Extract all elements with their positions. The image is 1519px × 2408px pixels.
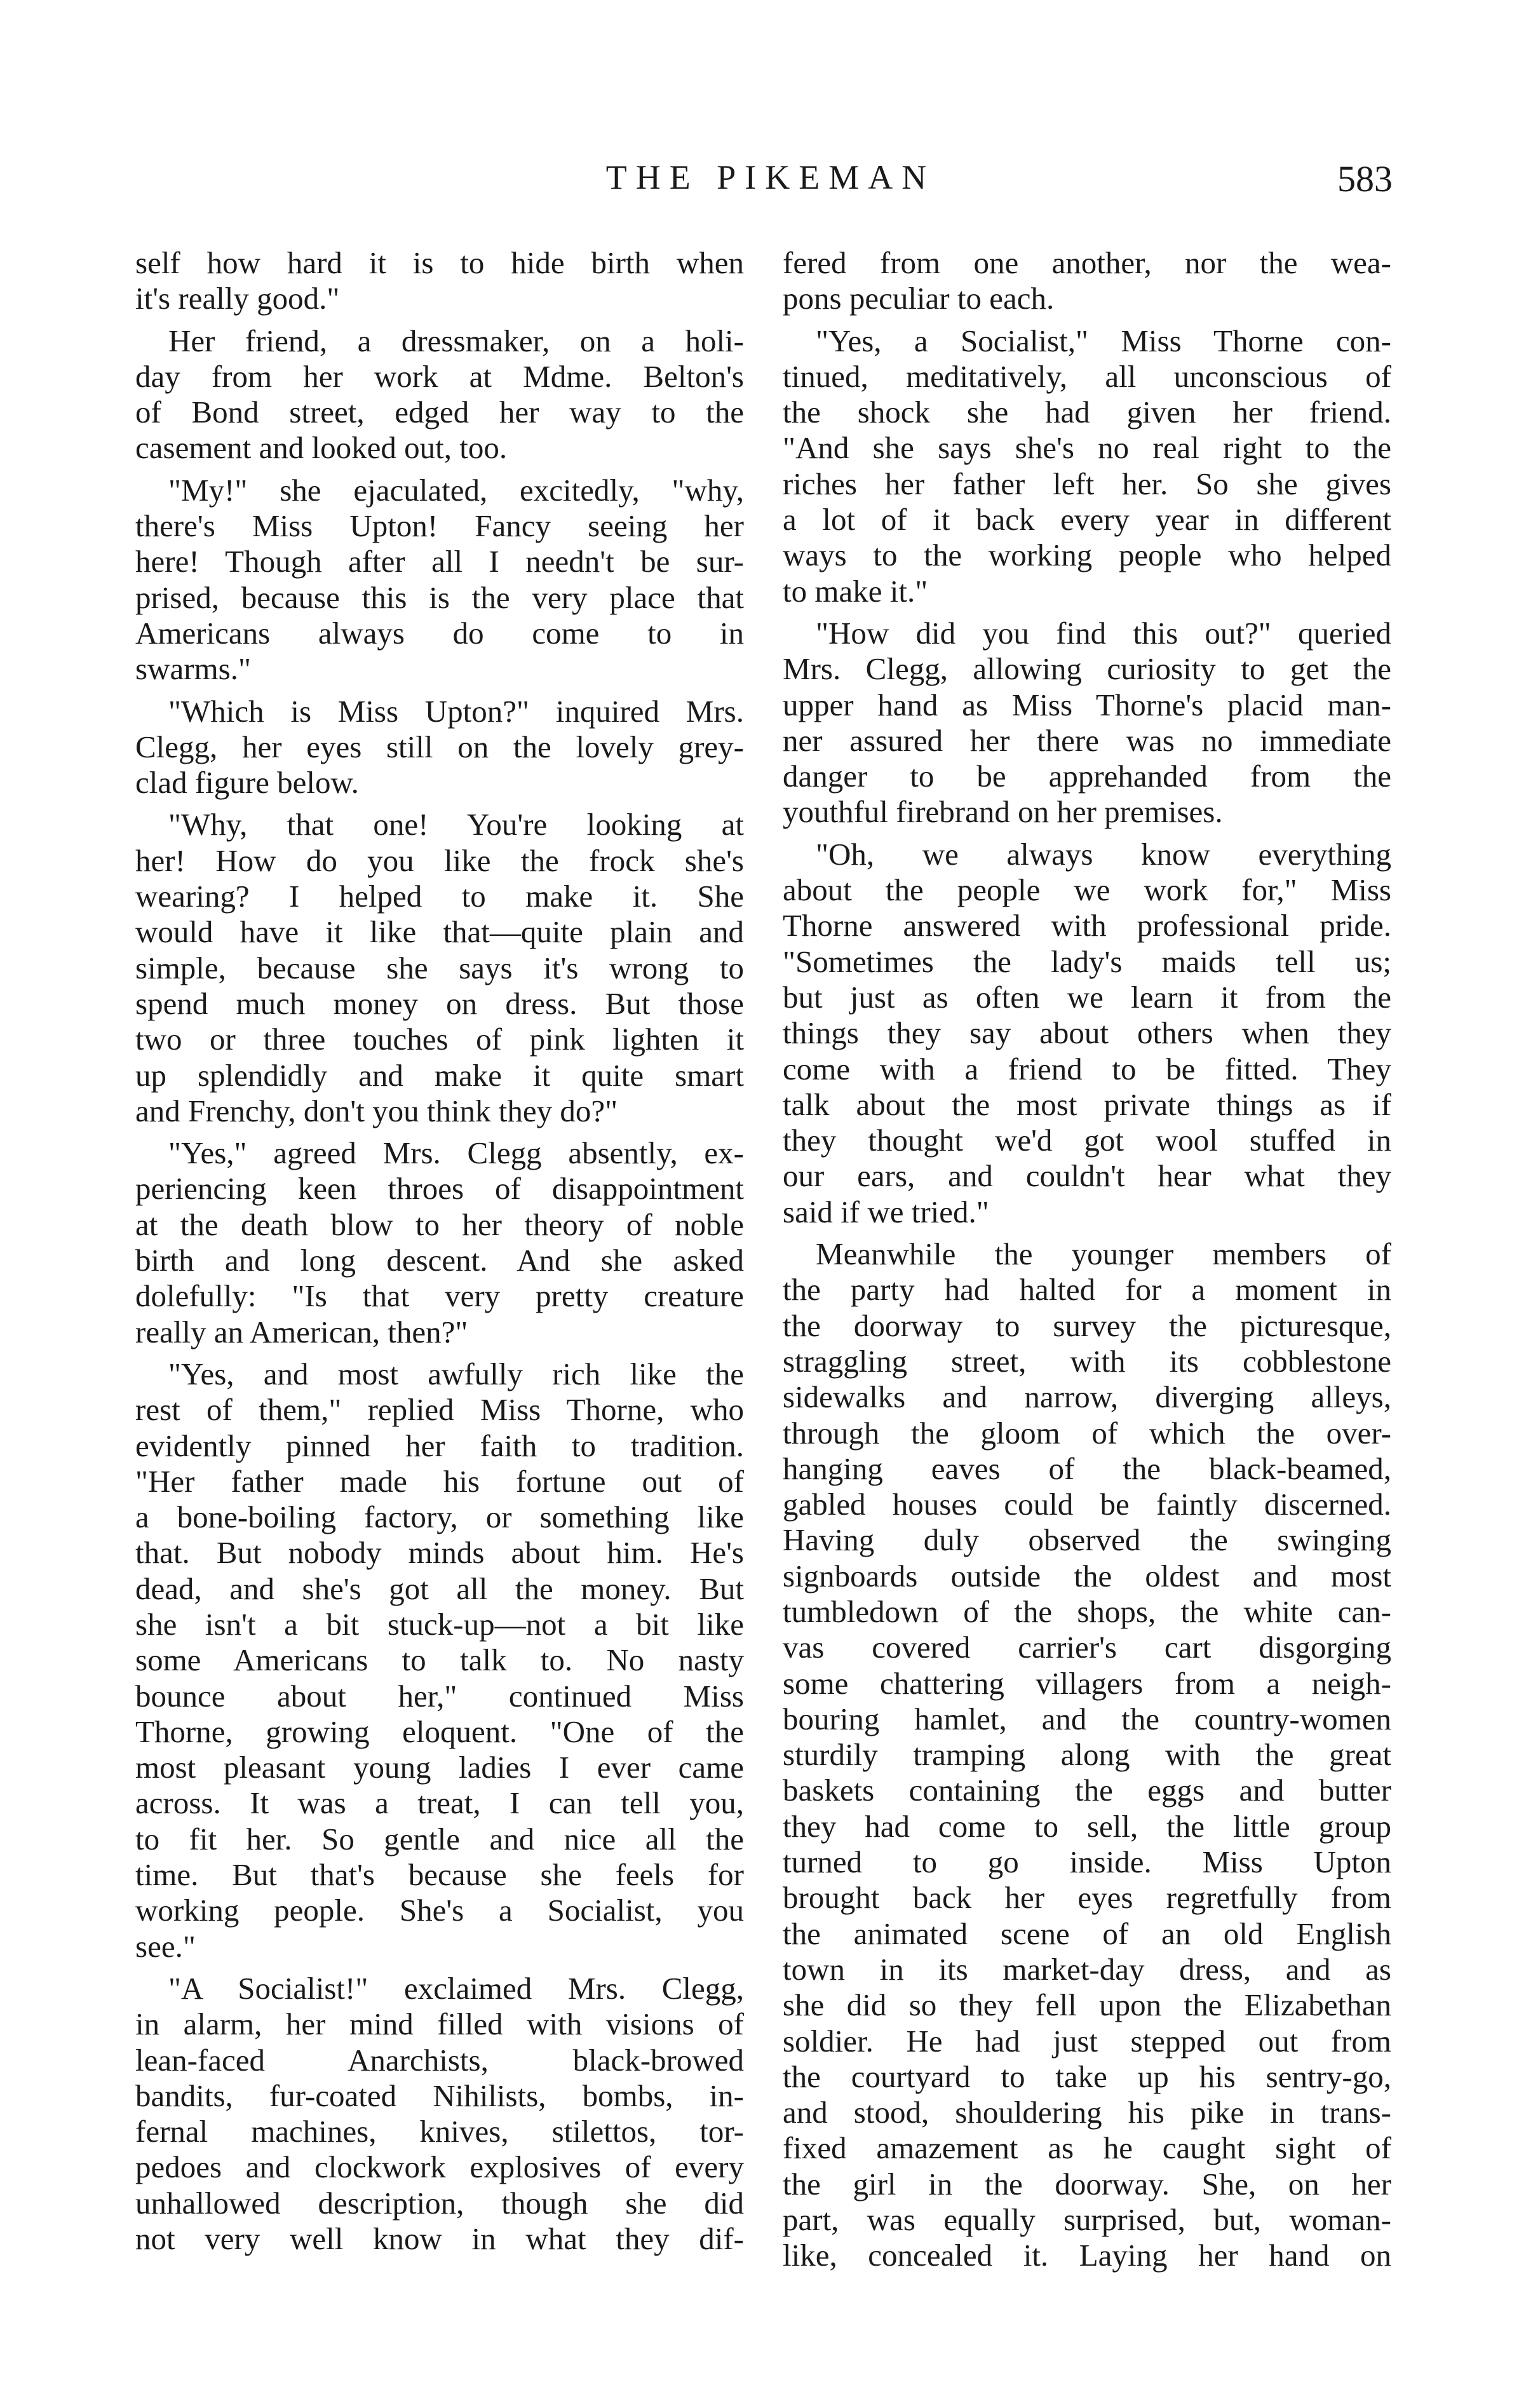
text-line: periencing keen throes of disappointment (135, 1171, 744, 1207)
text-line: but just as often we learn it from the (783, 979, 1391, 1015)
text-line: Thorne answered with professional pride. (783, 908, 1391, 944)
text-line: tinued, meditatively, all unconscious of (783, 358, 1391, 394)
text-line: would have it like that—quite plain and (135, 914, 744, 950)
text-line: bounce about her," continued Miss (135, 1678, 744, 1714)
paragraph (135, 245, 744, 317)
paragraph (135, 1971, 744, 2257)
text-line: "Yes, a Socialist," Miss Thorne con- (816, 323, 1391, 358)
text-line: really an American, then?" (135, 1314, 468, 1349)
text-line: the shock she had given her friend. (783, 395, 1391, 430)
text-line: and Frenchy, don't you think they do?" (135, 1093, 618, 1128)
text-line: a bone-boiling factory, or something like (135, 1499, 744, 1535)
text-line: some Americans to talk to. No nasty (135, 1642, 744, 1678)
text-line: things they say about others when they (783, 1015, 1391, 1051)
text-line: come with a friend to be fitted. They (783, 1051, 1391, 1086)
text-line: through the gloom of which the over- (783, 1415, 1391, 1451)
text-line: dolefully: "Is that very pretty creature (135, 1278, 744, 1314)
text-line: hanging eaves of the black-beamed, (783, 1451, 1391, 1486)
text-line: "Yes," agreed Mrs. Clegg absently, ex- (168, 1135, 744, 1171)
paragraph (135, 1135, 744, 1350)
text-line: gabled houses could be faintly discerned. (783, 1487, 1391, 1522)
text-line: Her friend, a dressmaker, on a holi- (168, 323, 744, 358)
text-line: it's really good." (135, 281, 340, 316)
text-line: danger to be apprehanded from the (783, 759, 1391, 794)
text-line: clad figure below. (135, 765, 359, 801)
text-line: "Why, that one! You're looking at (168, 807, 744, 842)
text-line: swarms." (135, 651, 251, 687)
text-line: at the death blow to her theory of noble (135, 1207, 744, 1242)
text-line: said if we tried." (783, 1194, 989, 1229)
text-line: town in its market-day dress, and as (783, 1951, 1391, 1987)
text-line: spend much money on dress. But those (135, 985, 744, 1021)
text-line: the animated scene of an old English (783, 1916, 1391, 1951)
text-line: signboards outside the oldest and most (783, 1558, 1391, 1593)
left-column (135, 245, 744, 2257)
text-line: a lot of it back every year in different (783, 502, 1391, 538)
text-line: working people. She's a Socialist, you (135, 1893, 744, 1928)
text-line: straggling street, with its cobblestone (783, 1343, 1391, 1379)
text-line: evidently pinned her faith to tradition. (135, 1428, 744, 1463)
text-line: time. But that's because she feels for (135, 1857, 744, 1893)
text-line: there's Miss Upton! Fancy seeing her (135, 508, 744, 544)
paragraph (135, 694, 744, 801)
text-line: across. It was a treat, I can tell you, (135, 1785, 744, 1821)
text-line: birth and long descent. And she asked (135, 1243, 744, 1278)
page-number: 583 (1337, 158, 1393, 200)
text-line: and stood, shouldering his pike in trans- (783, 2095, 1391, 2130)
text-line: she did so they fell upon the Elizabethan (783, 1987, 1391, 2023)
text-line: wearing? I helped to make it. She (135, 879, 744, 914)
text-line: self how hard it is to hide birth when (135, 245, 744, 280)
text-line: "Yes, and most awfully rich like the (168, 1356, 744, 1391)
text-line: bouring hamlet, and the country-women (783, 1701, 1391, 1736)
text-line: they thought we'd got wool stuffed in (783, 1123, 1391, 1158)
text-line: pons peculiar to each. (783, 281, 1055, 316)
text-line: "Her father made his fortune out of (135, 1463, 744, 1499)
text-line: Meanwhile the younger members of (816, 1236, 1391, 1272)
text-line: prised, because this is the very place that (135, 579, 744, 615)
text-line: part, was equally surprised, but, woman- (783, 2202, 1391, 2238)
text-line: see." (135, 1928, 196, 1964)
text-line: to make it." (783, 573, 928, 609)
text-line: "A Socialist!" exclaimed Mrs. Clegg, (168, 1970, 744, 2006)
text-line: youthful firebrand on her premises. (783, 794, 1223, 830)
text-line: tumbledown of the shops, the white can- (783, 1593, 1391, 1629)
text-line: unhallowed description, though she did (135, 2185, 744, 2221)
text-line: fered from one another, nor the wea- (783, 245, 1391, 280)
text-line: dead, and she's got all the money. But (135, 1571, 744, 1606)
text-line: "Oh, we always know everything (816, 836, 1391, 872)
text-line: of Bond street, edged her way to the (135, 395, 744, 430)
text-line: two or three touches of pink lighten it (135, 1022, 744, 1057)
paragraph (135, 807, 744, 1129)
text-line: most pleasant young ladies I ever came (135, 1750, 744, 1785)
text-line: day from her work at Mdme. Belton's (135, 358, 744, 394)
paragraph (783, 245, 1391, 317)
text-line: our ears, and couldn't hear what they (783, 1158, 1391, 1194)
text-line: in alarm, her mind filled with visions of (135, 2006, 744, 2042)
text-line: brought back her eyes regretfully from (783, 1880, 1391, 1916)
text-line: casement and looked out, too. (135, 430, 508, 466)
text-line: rest of them," replied Miss Thorne, who (135, 1392, 744, 1428)
right-column (783, 245, 1391, 2274)
text-line: "Sometimes the lady's maids tell us; (783, 944, 1391, 979)
text-line: Mrs. Clegg, allowing curiosity to get the (783, 651, 1391, 687)
text-line: fixed amazement as he caught sight of (783, 2130, 1391, 2166)
text-line: to fit her. So gentle and nice all the (135, 1821, 744, 1857)
paragraph (135, 1356, 744, 1965)
text-line: the courtyard to take up his sentry-go, (783, 2059, 1391, 2094)
text-line: Thorne, growing eloquent. "One of the (135, 1714, 744, 1749)
paragraph (135, 323, 744, 466)
text-line: about the people we work for," Miss (783, 872, 1391, 908)
text-line: sidewalks and narrow, diverging alleys, (783, 1379, 1391, 1415)
text-line: Clegg, her eyes still on the lovely grey- (135, 729, 744, 764)
page-header (0, 158, 1519, 208)
text-line: simple, because she says it's wrong to (135, 950, 744, 985)
text-line: talk about the most private things as if (783, 1086, 1391, 1122)
text-line: her! How do you like the frock she's (135, 842, 744, 878)
text-line: ner assured her there was no immediate (783, 722, 1391, 758)
text-line: vas covered carrier's cart disgorging (783, 1630, 1391, 1665)
paragraph (783, 323, 1391, 609)
text-line: they had come to sell, the little group (783, 1808, 1391, 1844)
text-line: pedoes and clockwork explosives of every (135, 2149, 744, 2185)
text-line: like, concealed it. Laying her hand on (783, 2238, 1391, 2273)
text-line: "Which is Miss Upton?" inquired Mrs. (168, 693, 744, 729)
text-line: sturdily tramping along with the great (783, 1737, 1391, 1773)
text-line: that. But nobody minds about him. He's (135, 1535, 744, 1571)
text-line: upper hand as Miss Thorne's placid man- (783, 687, 1391, 722)
text-line: the party had halted for a moment in (783, 1272, 1391, 1308)
paragraph (783, 616, 1391, 830)
text-line: Americans always do come to in (135, 615, 744, 651)
text-line: the doorway to survey the picturesque, (783, 1308, 1391, 1343)
paragraph (135, 473, 744, 687)
text-line: "My!" she ejaculated, excitedly, "why, (168, 472, 744, 508)
text-line: here! Though after all I needn't be sur- (135, 544, 744, 579)
text-line: not very well know in what they dif- (135, 2221, 744, 2257)
text-line: riches her father left her. So she gives (783, 466, 1391, 501)
text-line: "And she says she's no real right to the (783, 430, 1391, 466)
text-line: baskets containing the eggs and butter (783, 1773, 1391, 1808)
text-line: she isn't a bit stuck-up—not a bit like (135, 1606, 744, 1642)
text-line: fernal machines, knives, stilettos, tor- (135, 2114, 744, 2149)
text-line: lean-faced Anarchists, black-browed (135, 2042, 744, 2078)
paragraph (783, 1236, 1391, 2274)
text-line: the girl in the doorway. She, on her (783, 2166, 1391, 2202)
text-line: up splendidly and make it quite smart (135, 1057, 744, 1093)
text-line: turned to go inside. Miss Upton (783, 1844, 1391, 1880)
running-title: THE PIKEMAN (605, 158, 936, 196)
text-line: some chattering villagers from a neigh- (783, 1665, 1391, 1701)
text-line: bandits, fur-coated Nihilists, bombs, in- (135, 2078, 744, 2113)
text-line: Having duly observed the swinging (783, 1522, 1391, 1558)
text-line: ways to the working people who helped (783, 538, 1391, 573)
paragraph (783, 837, 1391, 1230)
text-line: soldier. He had just stepped out from (783, 2023, 1391, 2059)
text-line: "How did you find this out?" queried (816, 615, 1391, 651)
